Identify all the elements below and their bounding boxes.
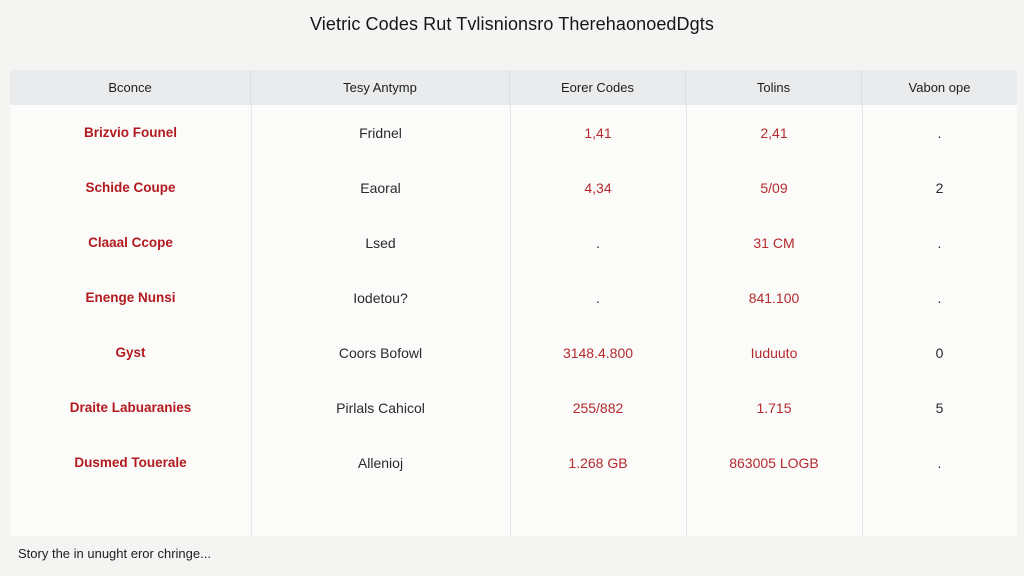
row-name-cell: Brizvio Founel [83,125,177,140]
table-cell: 863005 LOGB [729,454,819,471]
table-body [10,105,1017,561]
table-cell: 1,41 [584,124,612,141]
row-name-cell: Enenge Nunsi [85,290,176,305]
row-name-cell: Dusmed Touerale [74,455,187,470]
table-cell: 4,34 [584,179,612,196]
table-cell: 255/882 [572,399,624,416]
footer-note: Story the in unught eror chringe... [18,546,211,561]
table-header-row [10,70,1017,105]
table-row[interactable] [10,325,1017,380]
table-cell: 2 [935,179,944,196]
table-row[interactable] [10,160,1017,215]
table-row[interactable] [10,380,1017,435]
table-cell: 5 [935,399,944,416]
table-row[interactable] [10,270,1017,325]
table-cell: 31 CM [753,234,795,251]
column-header[interactable]: Bconce [10,70,251,105]
table-cell: Iodetou? [353,289,408,306]
table-cell: . [596,289,600,306]
table-cell: . [937,454,942,471]
table-cell: Allenioj [357,454,404,471]
column-header[interactable]: Vabon ope [908,80,971,95]
table-cell: 5/09 [760,179,788,196]
table-row[interactable] [10,215,1017,270]
table-cell: Iuduuto [750,344,798,361]
table-cell: Lsed [365,234,396,251]
table-row[interactable] [10,435,1017,490]
table-cell: Eaoral [360,179,401,196]
table-cell: 3148.4.800 [562,344,634,361]
table-cell: . [937,124,942,141]
table-cell: Coors Bofowl [338,344,423,361]
table-row[interactable] [10,105,1017,160]
table-cell: Pirlals Cahicol [336,399,425,416]
column-header[interactable]: Tolins [686,70,862,105]
table-cell: 1.715 [756,399,792,416]
row-name-cell: Draite Labuaranies [69,400,192,415]
table-cell: 1.268 GB [568,454,628,471]
table-cell: Fridnel [359,124,402,141]
table-cell: . [937,234,942,251]
page-title: Vietric Codes Rut Tvlisnionsro TherehaonoedDgts [310,14,714,34]
row-name-cell: Gyst [115,345,146,360]
data-table [10,70,1017,561]
table-cell: . [937,289,942,306]
row-name-cell: Schide Coupe [85,180,176,195]
table-cell: 841.100 [748,289,800,306]
table-cell: . [596,234,600,251]
row-name-cell: Claaal Ccope [88,235,173,250]
column-header[interactable]: Tesy Antymp [251,70,510,105]
table-cell: 2,41 [760,124,788,141]
column-header[interactable]: Eorer Codes [510,70,686,105]
table-cell: 0 [935,344,944,361]
